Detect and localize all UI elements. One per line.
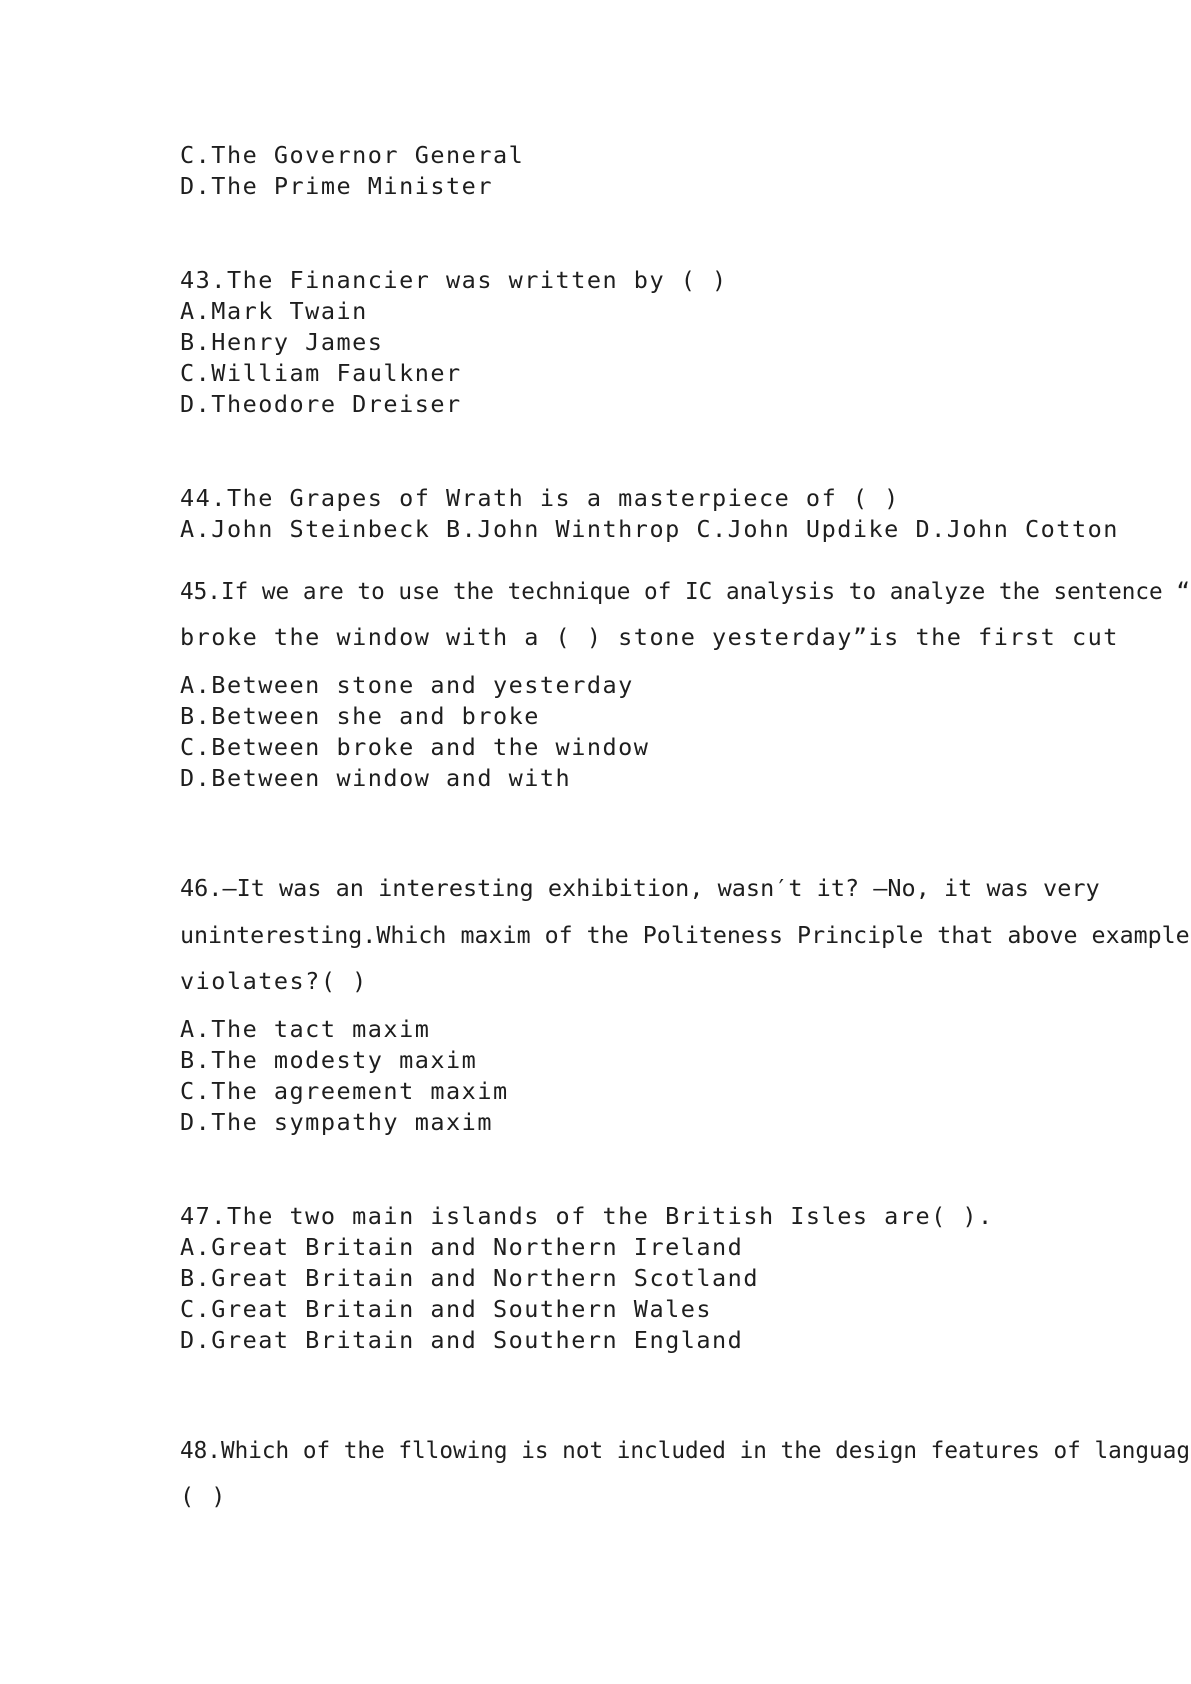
- q45-option-c: C.Between broke and the window: [180, 733, 650, 761]
- q45-question-line-1: 45.If we are to use the technique of IC analysis to analyze the sentence “: [180, 577, 1191, 605]
- q43-option-b: B.Henry James: [180, 328, 384, 356]
- q46-option-d: D.The sympathy maxim: [180, 1108, 493, 1136]
- q43-option-d: D.Theodore Dreiser: [180, 390, 462, 418]
- q45-option-b: B.Between she and broke: [180, 702, 540, 730]
- q46-question-line-2: uninteresting.Which maxim of the Politeness Principle that above example: [180, 921, 1190, 949]
- q47-option-a: A.Great Britain and Northern Ireland: [180, 1233, 744, 1261]
- q47-question: 47.The two main islands of the British Isles are( ).: [180, 1202, 994, 1230]
- q45-option-d: D.Between window and with: [180, 764, 572, 792]
- q45-option-a: A.Between stone and yesterday: [180, 671, 634, 699]
- q48-question-line-1: 48.Which of the fllowing is not included in the design features of languag: [180, 1436, 1191, 1464]
- q47-option-d: D.Great Britain and Southern England: [180, 1326, 744, 1354]
- q44-question: 44.The Grapes of Wrath is a masterpiece of ( ): [180, 484, 900, 512]
- q46-question-line-1: 46.—It was an interesting exhibition, wasn′t it? —No, it was very: [180, 874, 1100, 902]
- q46-option-a: A.The tact maxim: [180, 1015, 431, 1043]
- q48-question-line-2: ( ): [180, 1482, 227, 1510]
- q43-question: 43.The Financier was written by ( ): [180, 266, 728, 294]
- q45-question-line-2: broke the window with a ( ) stone yesterday”is the first cut: [180, 623, 1119, 651]
- q47-option-b: B.Great Britain and Northern Scotland: [180, 1264, 759, 1292]
- q43-option-c: C.William Faulkner: [180, 359, 462, 387]
- q46-question-line-3: violates?( ): [180, 967, 368, 995]
- q44-options: A.John Steinbeck B.John Winthrop C.John Updike D.John Cotton: [180, 515, 1119, 543]
- q43-option-a: A.Mark Twain: [180, 297, 368, 325]
- q46-option-c: C.The agreement maxim: [180, 1077, 509, 1105]
- q46-option-b: B.The modesty maxim: [180, 1046, 478, 1074]
- q47-option-c: C.Great Britain and Southern Wales: [180, 1295, 713, 1323]
- q42-option-d: D.The Prime Minister: [180, 172, 493, 200]
- q42-option-c: C.The Governor General: [180, 141, 525, 169]
